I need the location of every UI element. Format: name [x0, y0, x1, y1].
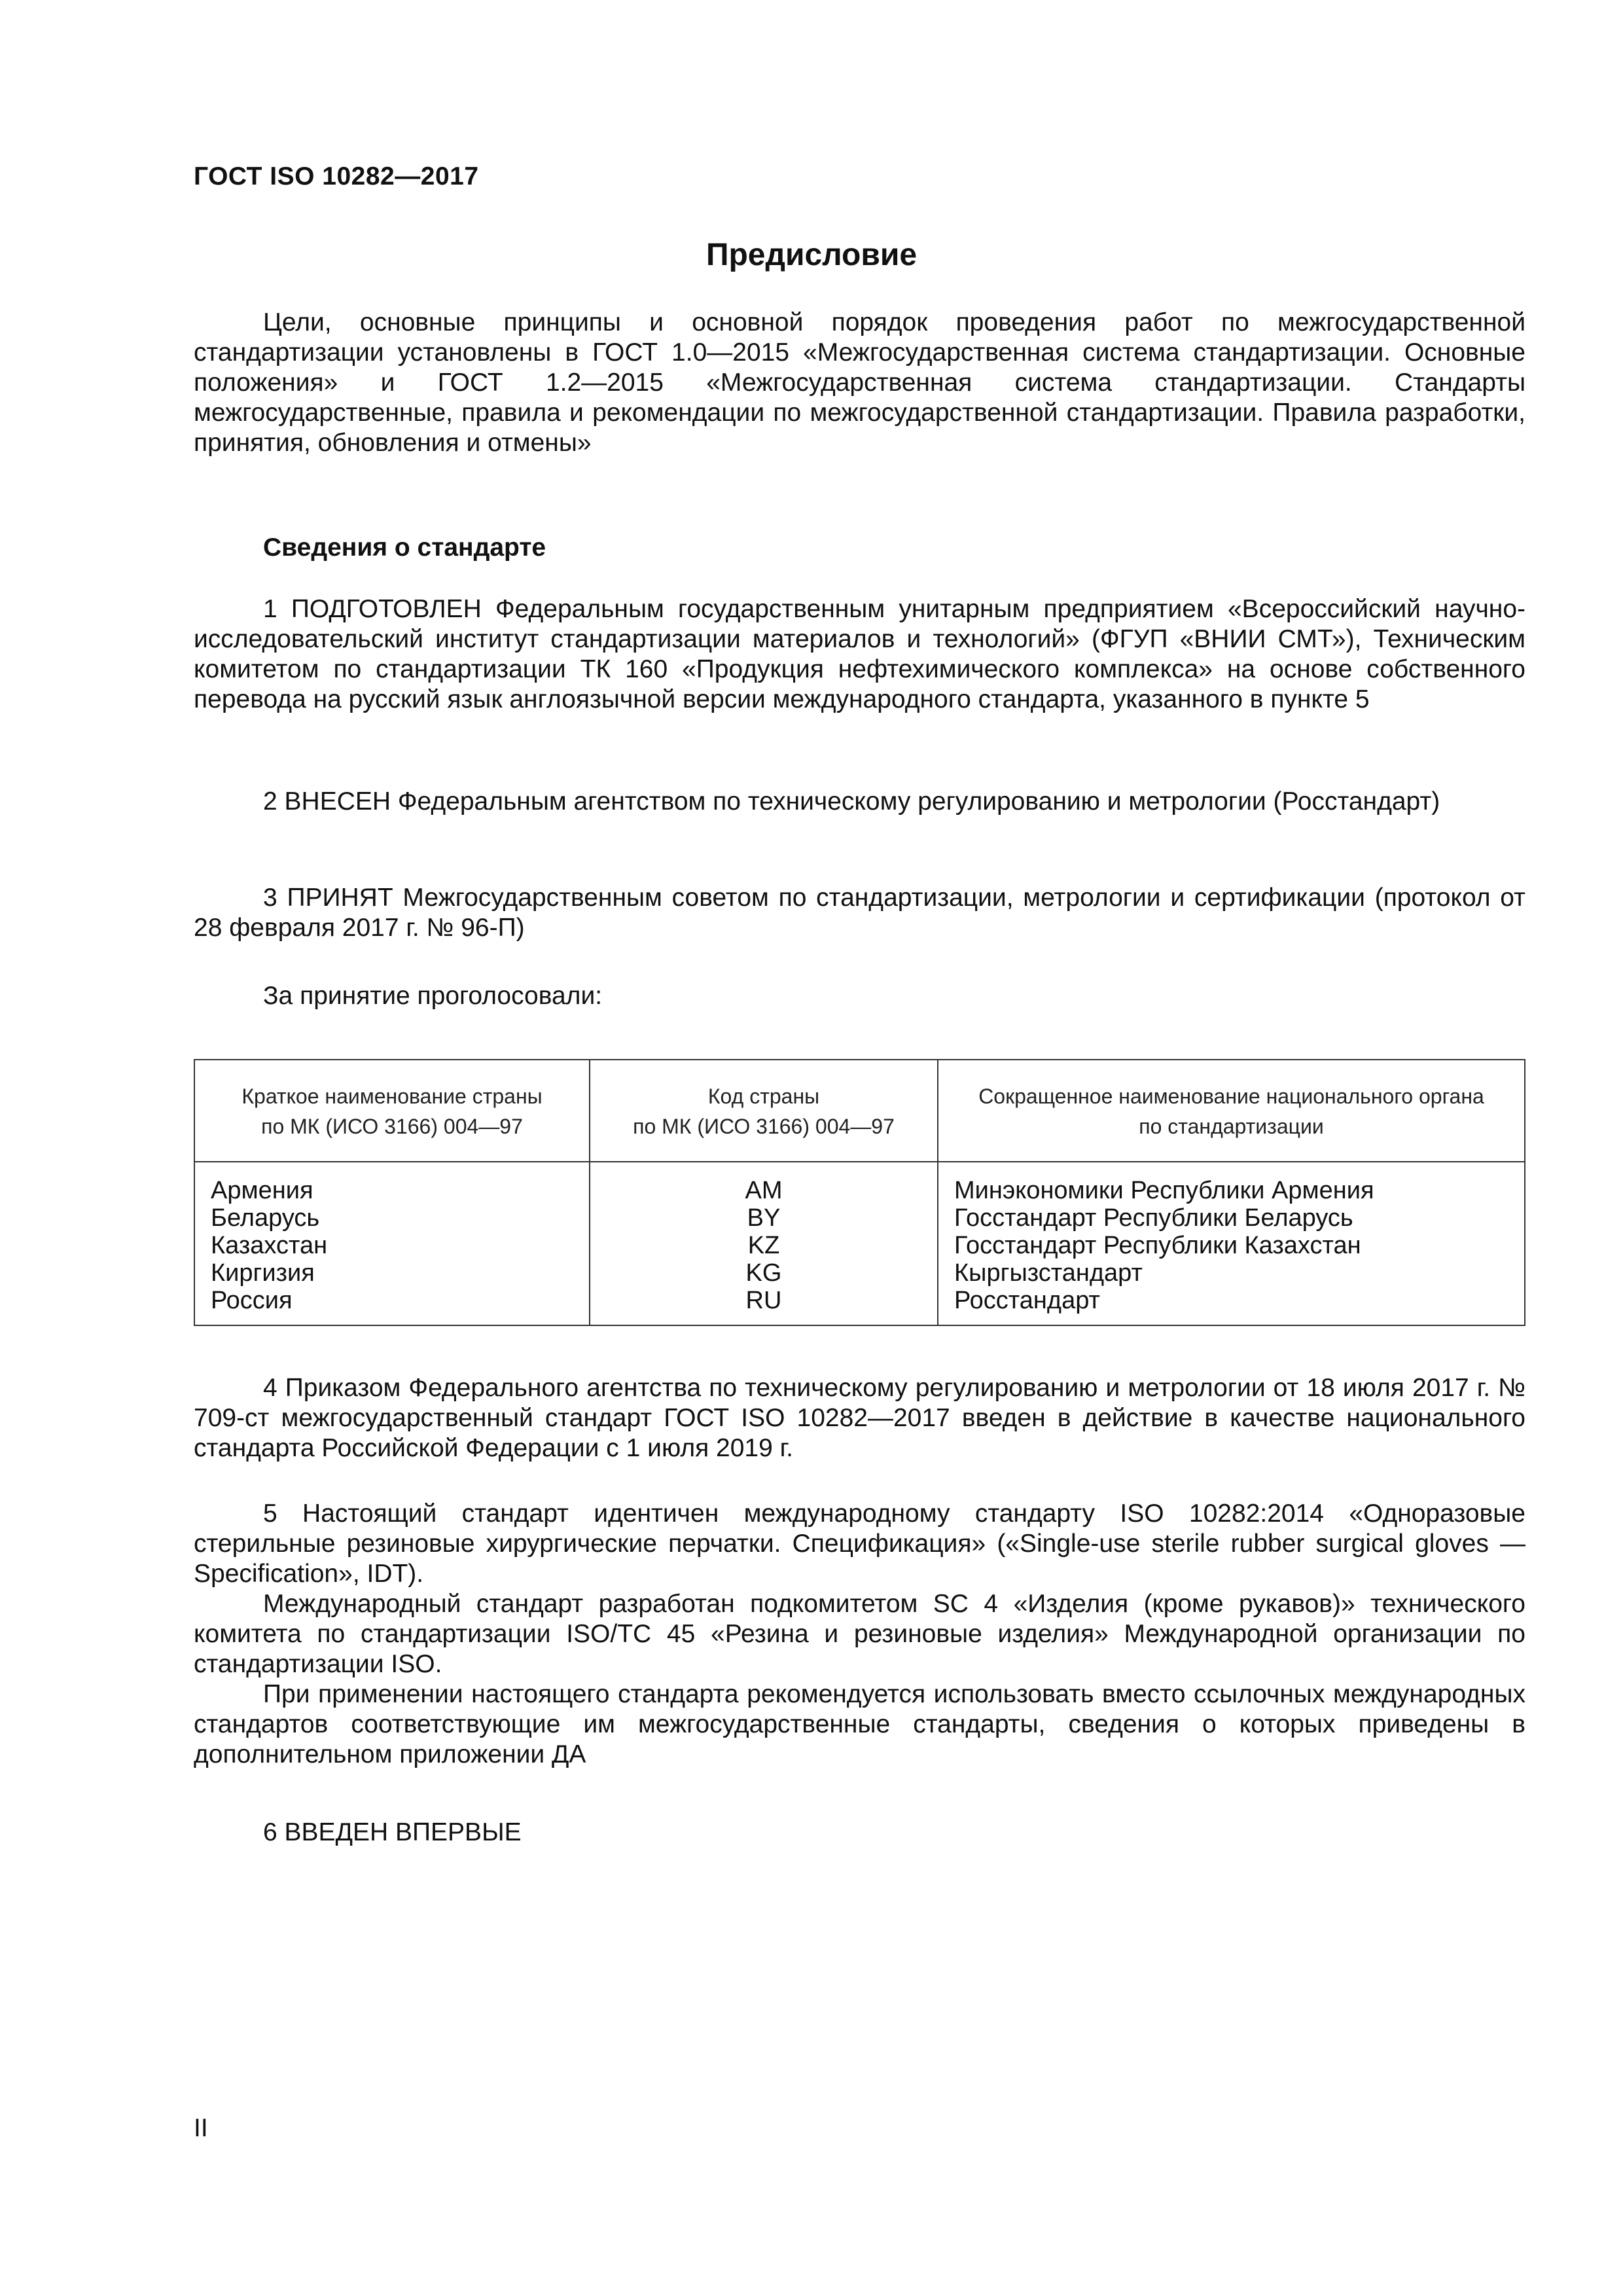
table-header-code [590, 1081, 937, 1141]
table-cell-code: AM [745, 1177, 783, 1204]
table-cell-body: Госстандарт Республики Казахстан [954, 1232, 1361, 1259]
intro-paragraph: Цели, основные принципы и основной порядок проведения работ по межгосударственной стандартизации установлены в ГОСТ 1.0—2015 «Межгосударственная система стандартизации. Основные положения» и ГОСТ 1.2—2015 «Межгосударственная система стандартизации. Стандарты межгосударственные, правила и рекомендации по межгосударственной стандартизации. Правила разработки, принятия, обновления и отмены» [194, 308, 1525, 457]
code-column [590, 1177, 937, 1314]
table-header-body [938, 1081, 1524, 1141]
intro-block [194, 308, 1525, 458]
item-2-paragraph: 2 ВНЕСЕН Федеральным агентством по техническому регулированию и метрологии (Росстандарт) [263, 787, 1440, 816]
item-4-block [194, 1373, 1525, 1463]
table-header-line: Код страны [707, 1085, 820, 1108]
voted-label: За принятие проголосовали: [263, 982, 603, 1010]
table-cell-code: KG [745, 1259, 782, 1287]
table-header-line: по МК (ИСО 3166) 004—97 [261, 1115, 523, 1138]
item-3-block [194, 883, 1525, 943]
item-6-block [194, 1818, 1525, 1848]
table-cell-body: Кыргызстандарт [954, 1259, 1143, 1287]
item-5-paragraph: 5 Настоящий стандарт идентичен международному стандарту ISO 10282:2014 «Одноразовые стерильные резиновые хирургические перчатки. Спецификация» («Single-use sterile rubber surgical gloves — Specification», IDT). [194, 1499, 1525, 1588]
table-header-divider [195, 1161, 1524, 1162]
table-header-line: Краткое наименование страны [241, 1085, 543, 1108]
table-cell-country: Россия [211, 1287, 293, 1314]
table-cell-country: Армения [211, 1177, 313, 1204]
item-3-paragraph: 3 ПРИНЯТ Межгосударственным советом по стандартизации, метрологии и сертификации (протокол от 28 февраля 2017 г. № 96-П) [194, 884, 1525, 942]
table-cell-body: Минэкономики Республики Армения [954, 1177, 1374, 1204]
table-cell-body: Росстандарт [954, 1287, 1100, 1314]
table-cell-country: Беларусь [211, 1204, 320, 1232]
country-column [211, 1177, 577, 1314]
standard-code-header: ГОСТ ISO 10282—2017 [194, 162, 479, 190]
page-number: II [194, 2114, 208, 2142]
item-5-block [194, 1499, 1525, 1770]
body-column [954, 1177, 1517, 1314]
table-cell-code: BY [747, 1204, 781, 1232]
item-4-paragraph: 4 Приказом Федерального агентства по техническому регулированию и метрологии от 18 июля 2017 г. № 709-ст межгосударственный стандарт ГОСТ ISO 10282—2017 введен в действие в качестве национального стандарта Российской Федерации с 1 июля 2019 г. [194, 1374, 1525, 1462]
item-5-paragraph-2: Международный стандарт разработан подкомитетом SC 4 «Изделия (кроме рукавов)» технического комитета по стандартизации ISO/TC 45 «Резина и резиновые изделия» Международной организации по стандартизации ISO. [194, 1590, 1525, 1678]
table-header-line: Сокращенное наименование национального органа [978, 1085, 1484, 1108]
voting-table [194, 1059, 1525, 1326]
table-header-country [195, 1081, 589, 1141]
table-header-line: по МК (ИСО 3166) 004—97 [633, 1115, 895, 1138]
table-cell-code: KZ [747, 1232, 780, 1259]
section-heading: Сведения о стандарте [263, 533, 546, 562]
voted-label-block [194, 981, 1525, 1011]
item-1-block [194, 594, 1525, 715]
table-cell-code: RU [745, 1287, 782, 1314]
table-cell-body: Госстандарт Республики Беларусь [954, 1204, 1353, 1232]
item-2-block [194, 787, 1525, 817]
item-1-paragraph: 1 ПОДГОТОВЛЕН Федеральным государственным унитарным предприятием «Всероссийский научно-исследовательский институт стандартизации материалов и технологий» (ФГУП «ВНИИ СМТ»), Техническим комитетом по стандартизации ТК 160 «Продукция нефтехимического комплекса» на основе собственного перевода на русский язык англоязычной версии международного стандарта, указанного в пункте 5 [194, 595, 1525, 713]
item-6-paragraph: 6 ВВЕДЕН ВПЕРВЫЕ [263, 1818, 522, 1846]
table-cell-country: Киргизия [211, 1259, 315, 1287]
table-cell-country: Казахстан [211, 1232, 328, 1259]
table-header-line: по стандартизации [1139, 1115, 1324, 1138]
page-title: Предисловие [705, 238, 918, 272]
item-5-paragraph-3: При применении настоящего стандарта рекомендуется использовать вместо ссылочных международных стандартов соответствующие им межгосударственные стандарты, сведения о которых приведены в дополнительном приложении ДА [194, 1680, 1525, 1768]
